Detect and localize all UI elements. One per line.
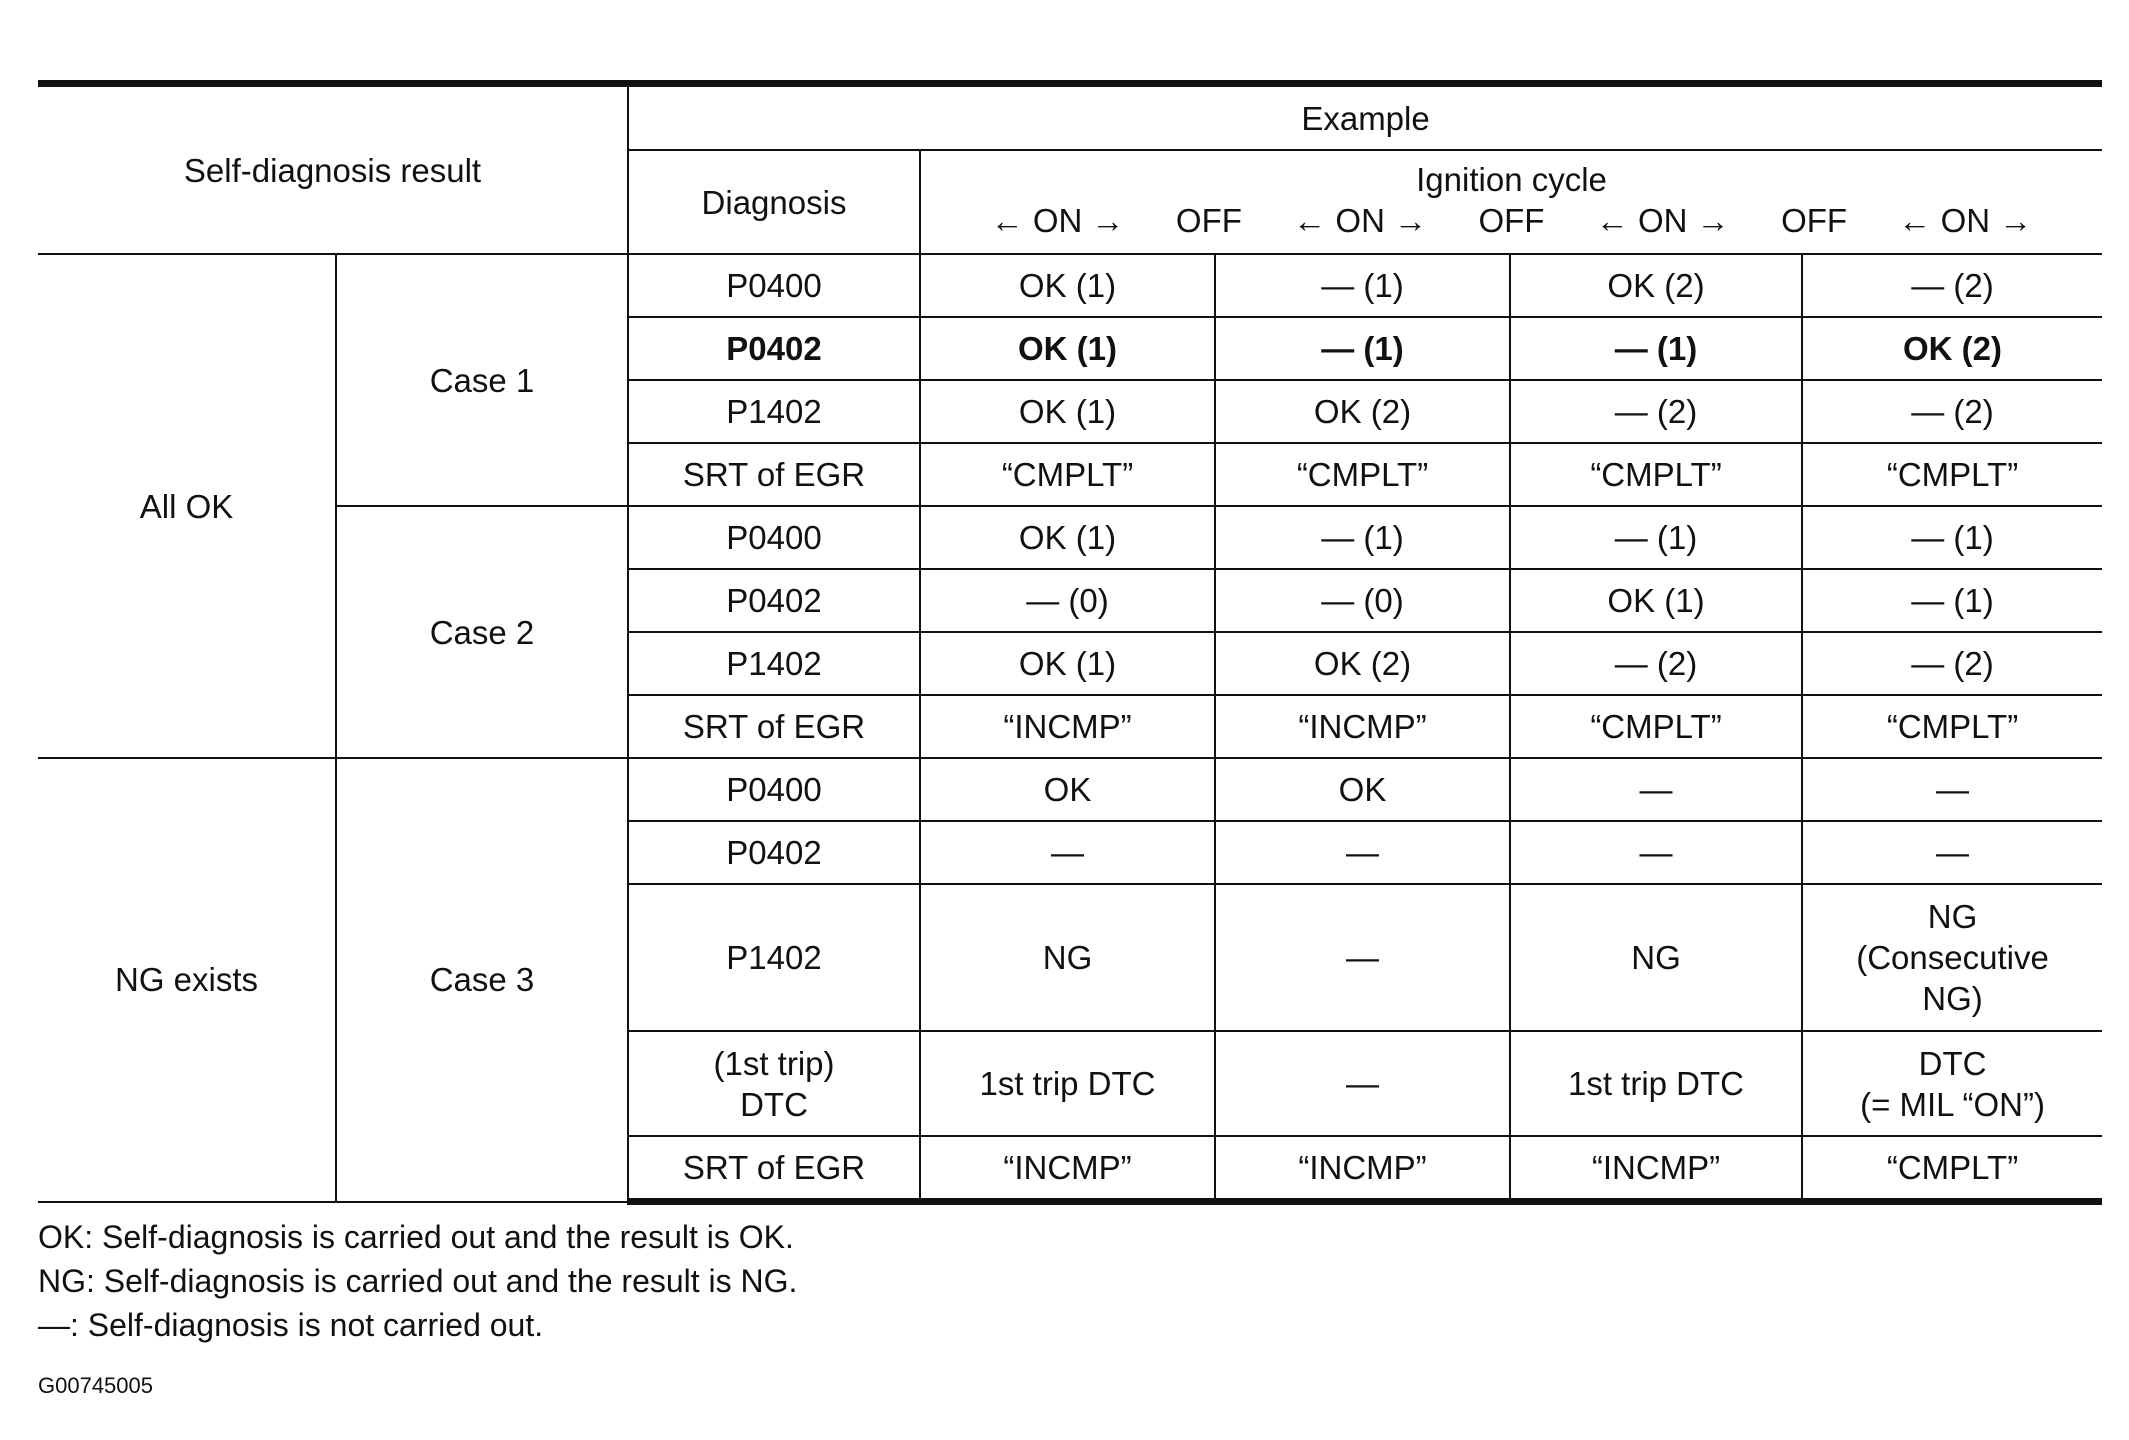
- ignition-step: OFF: [1478, 202, 1545, 239]
- ignition-cycle-title: Ignition cycle: [1416, 161, 1607, 198]
- diagnosis-cell: P0402: [628, 317, 920, 380]
- cycle-cell: NG (Consecutive NG): [1802, 884, 2102, 1031]
- cycle-cell: — (2): [1802, 632, 2102, 695]
- case-label: Case 2: [336, 506, 628, 758]
- figure-id: G00745005: [38, 1373, 153, 1398]
- table-row: [38, 254, 2102, 317]
- table-row: [38, 506, 2102, 569]
- table-row: [38, 758, 2102, 821]
- ignition-cycle-header: [920, 150, 2102, 254]
- cycle-cell: NG: [1510, 884, 1802, 1031]
- ignition-sequence: [925, 199, 2098, 243]
- cycle-cell: — (2): [1510, 632, 1802, 695]
- cycle-cell: OK (1): [920, 506, 1215, 569]
- document: [38, 80, 2102, 1399]
- diagnosis-header: Diagnosis: [628, 150, 920, 254]
- cycle-cell: —: [1215, 884, 1510, 1031]
- cycle-cell: “CMPLT”: [1510, 695, 1802, 758]
- diagnosis-cell: P0402: [628, 821, 920, 884]
- cycle-cell: — (1): [1802, 506, 2102, 569]
- cycle-cell: OK (1): [920, 317, 1215, 380]
- cycle-cell: “CMPLT”: [920, 443, 1215, 506]
- diagnosis-cell: P1402: [628, 632, 920, 695]
- cycle-cell: —: [1802, 821, 2102, 884]
- group-label-ng-exists: NG exists: [38, 758, 336, 1202]
- legend-not-carried-out: —: Self-diagnosis is not carried out.: [38, 1307, 544, 1343]
- cycle-cell: —: [1215, 821, 1510, 884]
- group-label-all-ok: All OK: [38, 254, 336, 758]
- cycle-cell: OK (2): [1215, 380, 1510, 443]
- ignition-step: ← ON →: [1293, 202, 1428, 239]
- cycle-cell: — (2): [1802, 380, 2102, 443]
- cycle-cell: —: [1510, 821, 1802, 884]
- cycle-cell: — (1): [1215, 254, 1510, 317]
- case-label: Case 1: [336, 254, 628, 506]
- cycle-cell: —: [920, 821, 1215, 884]
- diagnosis-cell: P0400: [628, 758, 920, 821]
- cycle-cell: —: [1802, 758, 2102, 821]
- cycle-cell: “CMPLT”: [1802, 1136, 2102, 1202]
- cycle-cell: “INCMP”: [1510, 1136, 1802, 1202]
- cycle-cell: —: [1510, 758, 1802, 821]
- diagnosis-cell: SRT of EGR: [628, 1136, 920, 1202]
- cycle-cell: — (1): [1215, 317, 1510, 380]
- cycle-cell: — (2): [1802, 254, 2102, 317]
- self-diagnosis-table: [38, 80, 2102, 1205]
- cycle-cell: “INCMP”: [920, 1136, 1215, 1202]
- ignition-step: OFF: [1175, 202, 1242, 239]
- diagnosis-cell: SRT of EGR: [628, 695, 920, 758]
- example-header: Example: [628, 84, 2102, 151]
- header-row-top: [38, 84, 2102, 151]
- ignition-step: OFF: [1781, 202, 1848, 239]
- ignition-step: ← ON →: [1595, 202, 1730, 239]
- cycle-cell: “CMPLT”: [1802, 695, 2102, 758]
- cycle-cell: — (1): [1510, 506, 1802, 569]
- cycle-cell: DTC (= MIL “ON”): [1802, 1031, 2102, 1136]
- cycle-cell: OK (1): [1510, 569, 1802, 632]
- cycle-cell: 1st trip DTC: [1510, 1031, 1802, 1136]
- diagnosis-cell: (1st trip) DTC: [628, 1031, 920, 1136]
- cycle-cell: 1st trip DTC: [920, 1031, 1215, 1136]
- cycle-cell: OK (1): [920, 632, 1215, 695]
- self-diagnosis-result-header: Self-diagnosis result: [38, 84, 628, 255]
- cycle-cell: — (0): [1215, 569, 1510, 632]
- cycle-cell: OK (2): [1510, 254, 1802, 317]
- cycle-cell: OK (1): [920, 380, 1215, 443]
- cycle-cell: — (2): [1510, 380, 1802, 443]
- ignition-step: ← ON →: [990, 202, 1125, 239]
- diagnosis-cell: P1402: [628, 884, 920, 1031]
- cycle-cell: “INCMP”: [1215, 1136, 1510, 1202]
- legend-ng: NG: Self-diagnosis is carried out and the result is NG.: [38, 1263, 798, 1299]
- diagnosis-cell: P1402: [628, 380, 920, 443]
- cycle-cell: —: [1215, 1031, 1510, 1136]
- cycle-cell: “INCMP”: [1215, 695, 1510, 758]
- cycle-cell: OK (2): [1215, 632, 1510, 695]
- legend-ok: OK: Self-diagnosis is carried out and the result is OK.: [38, 1219, 794, 1255]
- diagnosis-cell: SRT of EGR: [628, 443, 920, 506]
- cycle-cell: OK: [920, 758, 1215, 821]
- cycle-cell: — (0): [920, 569, 1215, 632]
- cycle-cell: — (1): [1215, 506, 1510, 569]
- legend: [38, 1215, 2102, 1347]
- cycle-cell: OK: [1215, 758, 1510, 821]
- cycle-cell: — (1): [1802, 569, 2102, 632]
- cycle-cell: “CMPLT”: [1510, 443, 1802, 506]
- cycle-cell: “INCMP”: [920, 695, 1215, 758]
- diagnosis-cell: P0400: [628, 506, 920, 569]
- case-label: Case 3: [336, 758, 628, 1202]
- cycle-cell: — (1): [1510, 317, 1802, 380]
- cycle-cell: “CMPLT”: [1215, 443, 1510, 506]
- diagnosis-cell: P0400: [628, 254, 920, 317]
- cycle-cell: NG: [920, 884, 1215, 1031]
- diagnosis-cell: P0402: [628, 569, 920, 632]
- cycle-cell: “CMPLT”: [1802, 443, 2102, 506]
- ignition-step: ← ON →: [1898, 202, 2033, 239]
- cycle-cell: OK (1): [920, 254, 1215, 317]
- cycle-cell: OK (2): [1802, 317, 2102, 380]
